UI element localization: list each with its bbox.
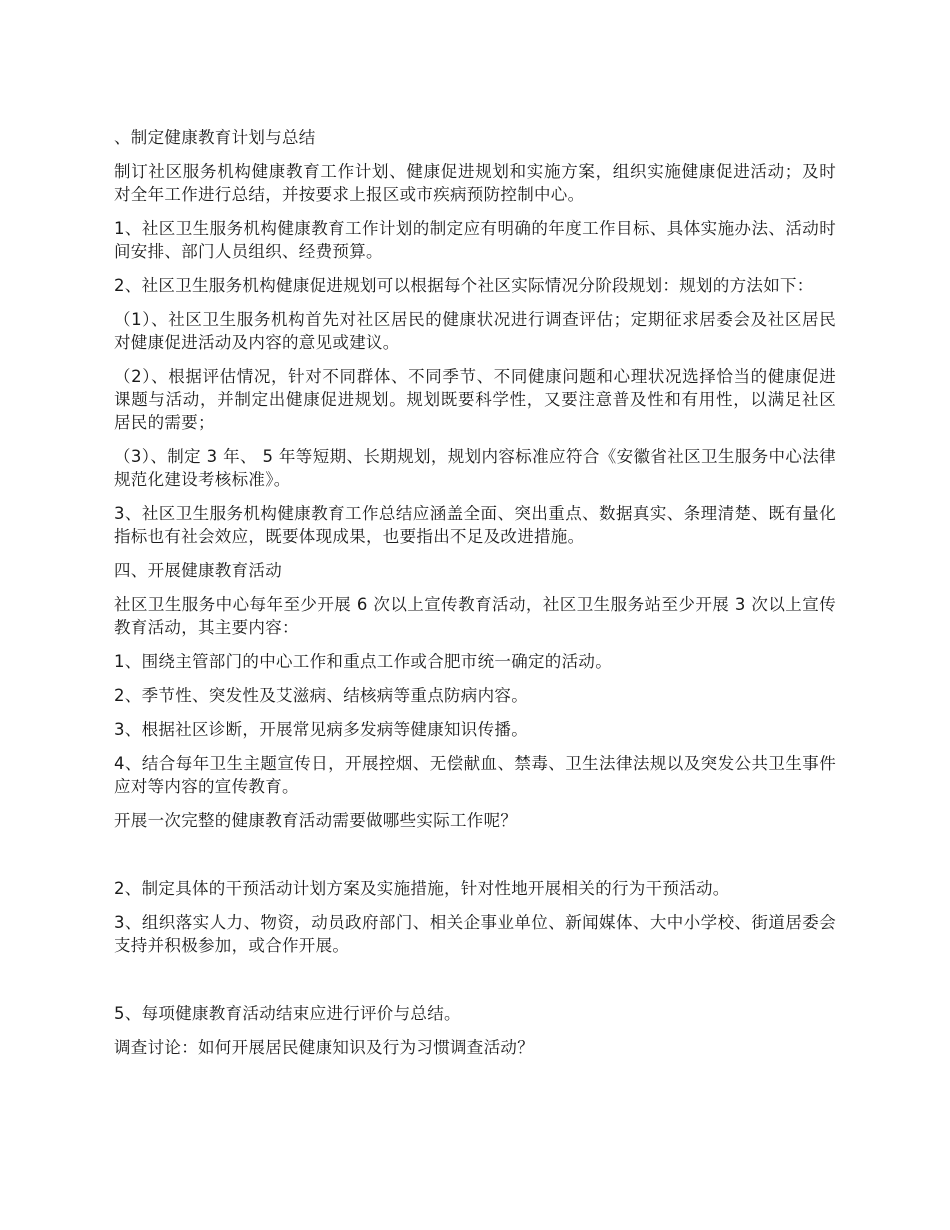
list-item: 3、根据社区诊断，开展常见病多发病等健康知识传播。 bbox=[114, 720, 528, 739]
list-item: 2、制定具体的干预活动计划方案及实施措施，针对性地开展相关的行为干预活动。 bbox=[114, 879, 730, 898]
list-item: 3、社区卫生服务机构健康教育工作总结应涵盖全面、突出重点、数据真实、条理清楚、既有量化指标也有社会效应，既要体现成果，也要指出不足及改进措施。 bbox=[114, 504, 836, 546]
blank-spacer bbox=[114, 843, 836, 877]
blank-spacer bbox=[114, 968, 836, 1002]
sub-list-item: （3）、制定 3 年、 5 年等短期、长期规划，规划内容标准应符合《安徽省社区卫生服务中心法律规范化建设考核标准》。 bbox=[114, 447, 836, 489]
paragraph: 社区卫生服务中心每年至少开展 6 次以上宣传教育活动，社区卫生服务站至少开展 3 次以上宣传教育活动，其主要内容： bbox=[114, 595, 836, 637]
paragraph: 制订社区服务机构健康教育工作计划、健康促进规划和实施方案，组织实施健康促进活动；及时对全年工作进行总结，并按要求上报区或市疾病预防控制中心。 bbox=[114, 162, 836, 204]
section-heading-activities: 四、开展健康教育活动 bbox=[114, 561, 282, 580]
question-paragraph: 开展一次完整的健康教育活动需要做哪些实际工作呢？ bbox=[114, 811, 518, 830]
question-paragraph: 调查讨论：如何开展居民健康知识及行为习惯调查活动？ bbox=[114, 1038, 534, 1057]
section-heading-plan: 、制定健康教育计划与总结 bbox=[114, 128, 316, 147]
list-item: 3、组织落实人力、物资，动员政府部门、相关企事业单位、新闻媒体、大中小学校、街道居委会支持并积极参加，或合作开展。 bbox=[114, 913, 836, 955]
list-item: 5、每项健康教育活动结束应进行评价与总结。 bbox=[114, 1004, 461, 1023]
list-item: 2、社区卫生服务机构健康促进规划可以根据每个社区实际情况分阶段规划：规划的方法如下： bbox=[114, 276, 814, 295]
list-item: 1、围绕主管部门的中心工作和重点工作或合肥市统一确定的活动。 bbox=[114, 652, 612, 671]
list-item: 4、结合每年卫生主题宣传日，开展控烟、无偿献血、禁毒、卫生法律法规以及突发公共卫生事件应对等内容的宣传教育。 bbox=[114, 754, 836, 796]
sub-list-item: （1）、社区卫生服务机构首先对社区居民的健康状况进行调查评估；定期征求居委会及社区居民对健康促进活动及内容的意见或建议。 bbox=[114, 310, 836, 352]
sub-list-item: （2）、根据评估情况，针对不同群体、不同季节、不同健康问题和心理状况选择恰当的健康促进课题与活动，并制定出健康促进规划。规划既要科学性，又要注意普及性和有用性，以满足社区居民的需要； bbox=[114, 367, 836, 432]
list-item: 2、季节性、突发性及艾滋病、结核病等重点防病内容。 bbox=[114, 686, 528, 705]
list-item: 1、社区卫生服务机构健康教育工作计划的制定应有明确的年度工作目标、具体实施办法、活动时间安排、部门人员组织、经费预算。 bbox=[114, 219, 836, 261]
document-body bbox=[114, 126, 836, 1070]
